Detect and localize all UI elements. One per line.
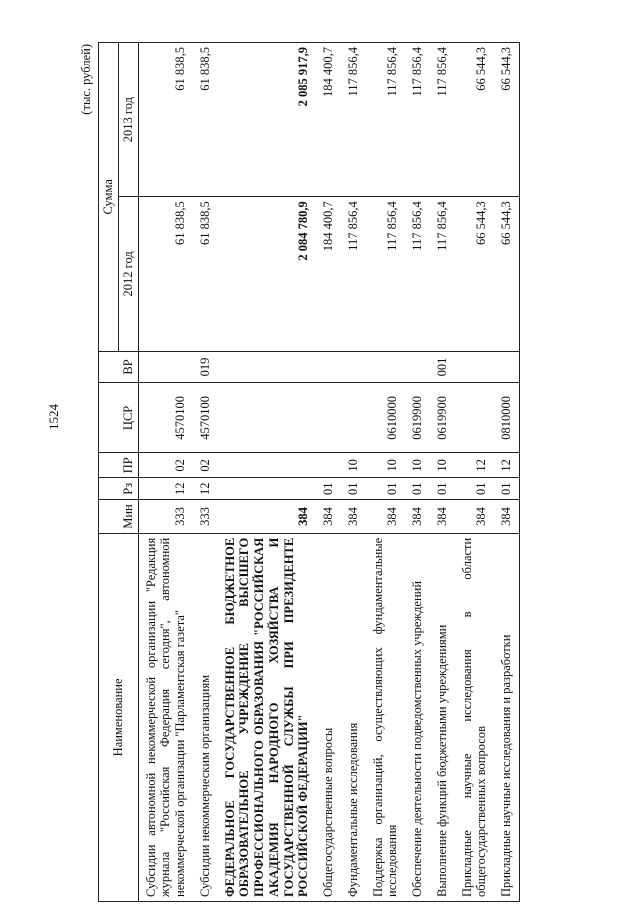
row-rz: 01 xyxy=(341,478,366,500)
row-2013: 117 856,4 xyxy=(341,43,366,197)
row-csr: 4570100 xyxy=(138,383,193,453)
row-pr: 12 xyxy=(455,453,495,478)
row-csr: 0619900 xyxy=(430,383,455,453)
row-vr xyxy=(455,351,495,383)
row-name: Фундаментальные исследования xyxy=(341,533,366,901)
row-min: 384 xyxy=(430,500,455,534)
row-name: Выполнение функций бюджетными учреждениями xyxy=(430,533,455,901)
row-rz: 01 xyxy=(316,478,341,500)
row-2012: 117 856,4 xyxy=(366,197,406,351)
header-min: Мин xyxy=(99,500,139,534)
table-row xyxy=(455,43,495,902)
row-vr xyxy=(341,351,366,383)
row-name: ФЕДЕРАЛЬНОЕ ГОСУДАРСТВЕННОЕ БЮДЖЕТНОЕ ОБРАЗОВАТЕЛЬНОЕ УЧРЕЖДЕНИЕ ВЫСШЕГО ПРОФЕССИОНАЛЬНОГО ОБРАЗОВАНИЯ "РОССИЙСКАЯ АКАДЕМИЯ НАРОДНОГО ХОЗЯЙСТВА И ГОСУДАРСТВЕННОЙ СЛУЖБЫ ПРИ ПРЕЗИДЕНТЕ РОССИЙСКОЙ ФЕДЕРАЦИИ" xyxy=(218,533,317,901)
row-2012: 184 400,7 xyxy=(316,197,341,351)
row-vr xyxy=(366,351,406,383)
row-min: 333 xyxy=(138,500,193,534)
row-2012: 117 856,4 xyxy=(430,197,455,351)
header-pr: ПР xyxy=(99,453,139,478)
header-rz: Рз xyxy=(99,478,139,500)
row-csr: 0619900 xyxy=(405,383,430,453)
table-row xyxy=(494,43,519,902)
row-name: Прикладные научные исследования в области общегосударственных вопросов xyxy=(455,533,495,901)
table-row xyxy=(430,43,455,902)
row-min: 384 xyxy=(405,500,430,534)
row-min: 384 xyxy=(218,500,317,534)
row-vr: 019 xyxy=(193,351,218,383)
row-2013: 2 085 917,9 xyxy=(218,43,317,197)
row-min: 333 xyxy=(193,500,218,534)
row-pr xyxy=(316,453,341,478)
row-2012: 66 544,3 xyxy=(455,197,495,351)
row-pr: 02 xyxy=(193,453,218,478)
row-rz xyxy=(218,478,317,500)
row-name: Прикладные научные исследования и разработки xyxy=(494,533,519,901)
header-name: Наименование xyxy=(99,533,139,901)
row-csr xyxy=(316,383,341,453)
table-row xyxy=(218,43,317,902)
row-min: 384 xyxy=(366,500,406,534)
row-2012: 61 838,5 xyxy=(193,197,218,351)
row-csr: 0610000 xyxy=(366,383,406,453)
row-pr: 10 xyxy=(405,453,430,478)
row-name: Субсидии автономной некоммерческой организации "Редакция журнала "Российская Федерация сегодня", автономной некоммерческой организации "Парламентская газета" xyxy=(138,533,193,901)
rotated-page xyxy=(80,42,600,902)
row-2012: 66 544,3 xyxy=(494,197,519,351)
row-2012: 117 856,4 xyxy=(341,197,366,351)
table-row xyxy=(193,43,218,902)
table-row xyxy=(405,43,430,902)
table-row xyxy=(366,43,406,902)
row-rz: 12 xyxy=(193,478,218,500)
row-2013: 61 838,5 xyxy=(193,43,218,197)
row-csr xyxy=(455,383,495,453)
row-vr xyxy=(494,351,519,383)
row-2013: 117 856,4 xyxy=(366,43,406,197)
row-min: 384 xyxy=(341,500,366,534)
row-vr xyxy=(316,351,341,383)
row-name: Обеспечение деятельности подведомственных учреждений xyxy=(405,533,430,901)
header-vr: ВР xyxy=(99,351,139,383)
row-2012: 61 838,5 xyxy=(138,197,193,351)
row-2013: 117 856,4 xyxy=(430,43,455,197)
units-note: (тыс. рублей) xyxy=(79,44,93,115)
row-2013: 66 544,3 xyxy=(455,43,495,197)
row-rz: 01 xyxy=(455,478,495,500)
row-name: Субсидии некоммерческим организациям xyxy=(193,533,218,901)
row-pr: 10 xyxy=(341,453,366,478)
row-pr: 12 xyxy=(494,453,519,478)
row-rz: 01 xyxy=(366,478,406,500)
table-row xyxy=(341,43,366,902)
row-2013: 184 400,7 xyxy=(316,43,341,197)
row-2013: 61 838,5 xyxy=(138,43,193,197)
header-2012: 2012 год xyxy=(118,197,138,351)
row-vr xyxy=(218,351,317,383)
row-2013: 117 856,4 xyxy=(405,43,430,197)
row-2012: 117 856,4 xyxy=(405,197,430,351)
row-pr xyxy=(218,453,317,478)
row-csr xyxy=(341,383,366,453)
table-row xyxy=(138,43,193,902)
row-2012: 2 084 780,9 xyxy=(218,197,317,351)
header-sum: Сумма xyxy=(99,43,119,352)
row-vr: 001 xyxy=(430,351,455,383)
row-min: 384 xyxy=(494,500,519,534)
header-csr: ЦСР xyxy=(99,383,139,453)
row-min: 384 xyxy=(316,500,341,534)
budget-table xyxy=(98,42,520,902)
row-csr: 0810000 xyxy=(494,383,519,453)
row-vr xyxy=(138,351,193,383)
row-pr: 10 xyxy=(366,453,406,478)
row-2013: 66 544,3 xyxy=(494,43,519,197)
row-min: 384 xyxy=(455,500,495,534)
header-2013: 2013 год xyxy=(118,43,138,197)
row-rz: 12 xyxy=(138,478,193,500)
table-row xyxy=(316,43,341,902)
row-csr: 4570100 xyxy=(193,383,218,453)
row-csr xyxy=(218,383,317,453)
row-pr: 02 xyxy=(138,453,193,478)
row-rz: 01 xyxy=(494,478,519,500)
row-name: Поддержка организаций, осуществляющих фундаментальные исследования xyxy=(366,533,406,901)
row-rz: 01 xyxy=(430,478,455,500)
row-pr: 10 xyxy=(430,453,455,478)
row-vr xyxy=(405,351,430,383)
page-number: 1524 xyxy=(46,404,61,430)
row-name: Общегосударственные вопросы xyxy=(316,533,341,901)
row-rz: 01 xyxy=(405,478,430,500)
